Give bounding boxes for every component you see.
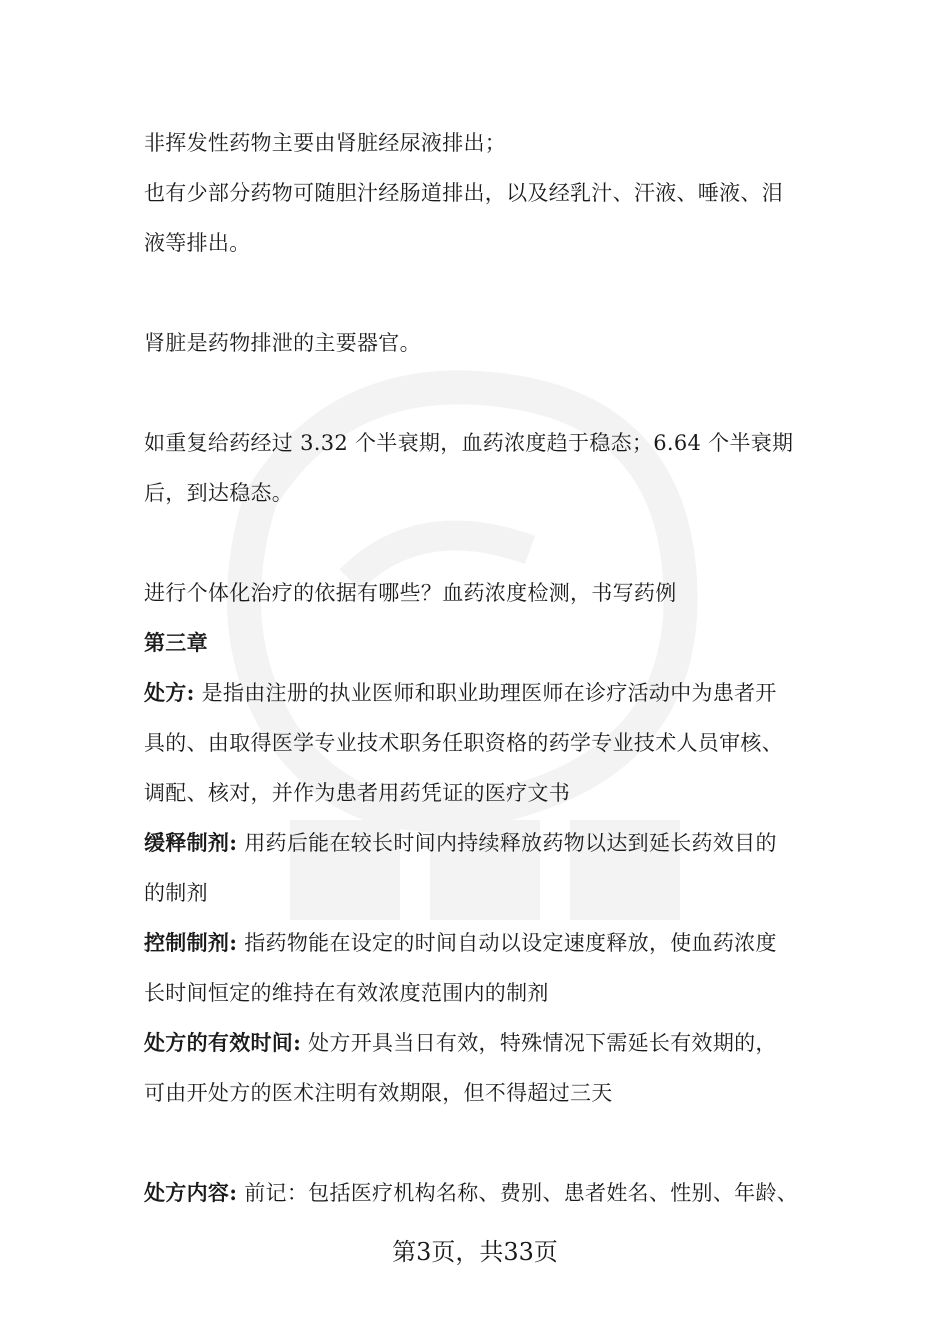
definition-prescription-line1: [144, 668, 812, 718]
definition-sustained-release-line1: [144, 818, 812, 868]
definition-term: 处方的有效时间:: [144, 1030, 302, 1055]
definition-text: 处方开具当日有效，特殊情况下需延长有效期的，: [301, 1031, 777, 1055]
blank-line: [144, 1118, 812, 1168]
definition-term: 缓释制剂:: [144, 830, 238, 855]
chapter-heading: 第三章: [144, 630, 208, 655]
definition-sustained-release-line2: 的制剂: [144, 881, 208, 905]
definition-prescription-content-line1: [144, 1168, 812, 1218]
definition-prescription-validity-line1: [144, 1018, 812, 1068]
paragraph-steady-state-line1: 如重复给药经过 3.32 个半衰期，血药浓度趋于稳态；6.64 个半衰期: [144, 431, 794, 455]
definition-prescription-line3: 调配、核对，并作为患者用药凭证的医疗文书: [144, 781, 570, 805]
definition-term: 控制制剂:: [144, 930, 238, 955]
definition-controlled-release-line2: 长时间恒定的维持在有效浓度范围内的制剂: [144, 981, 549, 1005]
page-number-footer: 第3页，共33页: [392, 1238, 558, 1266]
document-body: [144, 118, 812, 1218]
paragraph-steady-state-line2: 后，到达稳态。: [144, 481, 294, 505]
blank-line: [144, 518, 812, 568]
definition-text: 指药物能在设定的时间自动以设定速度释放，使血药浓度: [237, 931, 777, 955]
definition-term: 处方内容:: [144, 1180, 238, 1205]
definition-controlled-release-line1: [144, 918, 812, 968]
blank-line: [144, 268, 812, 318]
definition-prescription-validity-line2: 可由开处方的医术注明有效期限，但不得超过三天: [144, 1081, 613, 1105]
definition-term: 处方:: [144, 680, 195, 705]
paragraph-kidney-main-organ: 肾脏是药物排泄的主要器官。: [144, 331, 421, 355]
paragraph-excretion-other-line2: 液等排出。: [144, 231, 251, 255]
definition-prescription-line2: 具的、由取得医学专业技术职务任职资格的药学专业技术人员审核、: [144, 731, 783, 755]
blank-line: [144, 368, 812, 418]
definition-text: 是指由注册的执业医师和职业助理医师在诊疗活动中为患者开: [194, 681, 777, 705]
definition-text: 前记：包括医疗机构名称、费别、患者姓名、性别、年龄、: [237, 1181, 799, 1205]
paragraph-individualized-therapy: 进行个体化治疗的依据有哪些？血药浓度检测，书写药例: [144, 581, 677, 605]
paragraph-excretion-other-line1: 也有少部分药物可随胆汁经肠道排出，以及经乳汁、汗液、唾液、泪: [144, 181, 783, 205]
definition-text: 用药后能在较长时间内持续释放药物以达到延长药效目的: [237, 831, 777, 855]
paragraph-excretion-kidney: 非挥发性药物主要由肾脏经尿液排出；: [144, 131, 507, 155]
